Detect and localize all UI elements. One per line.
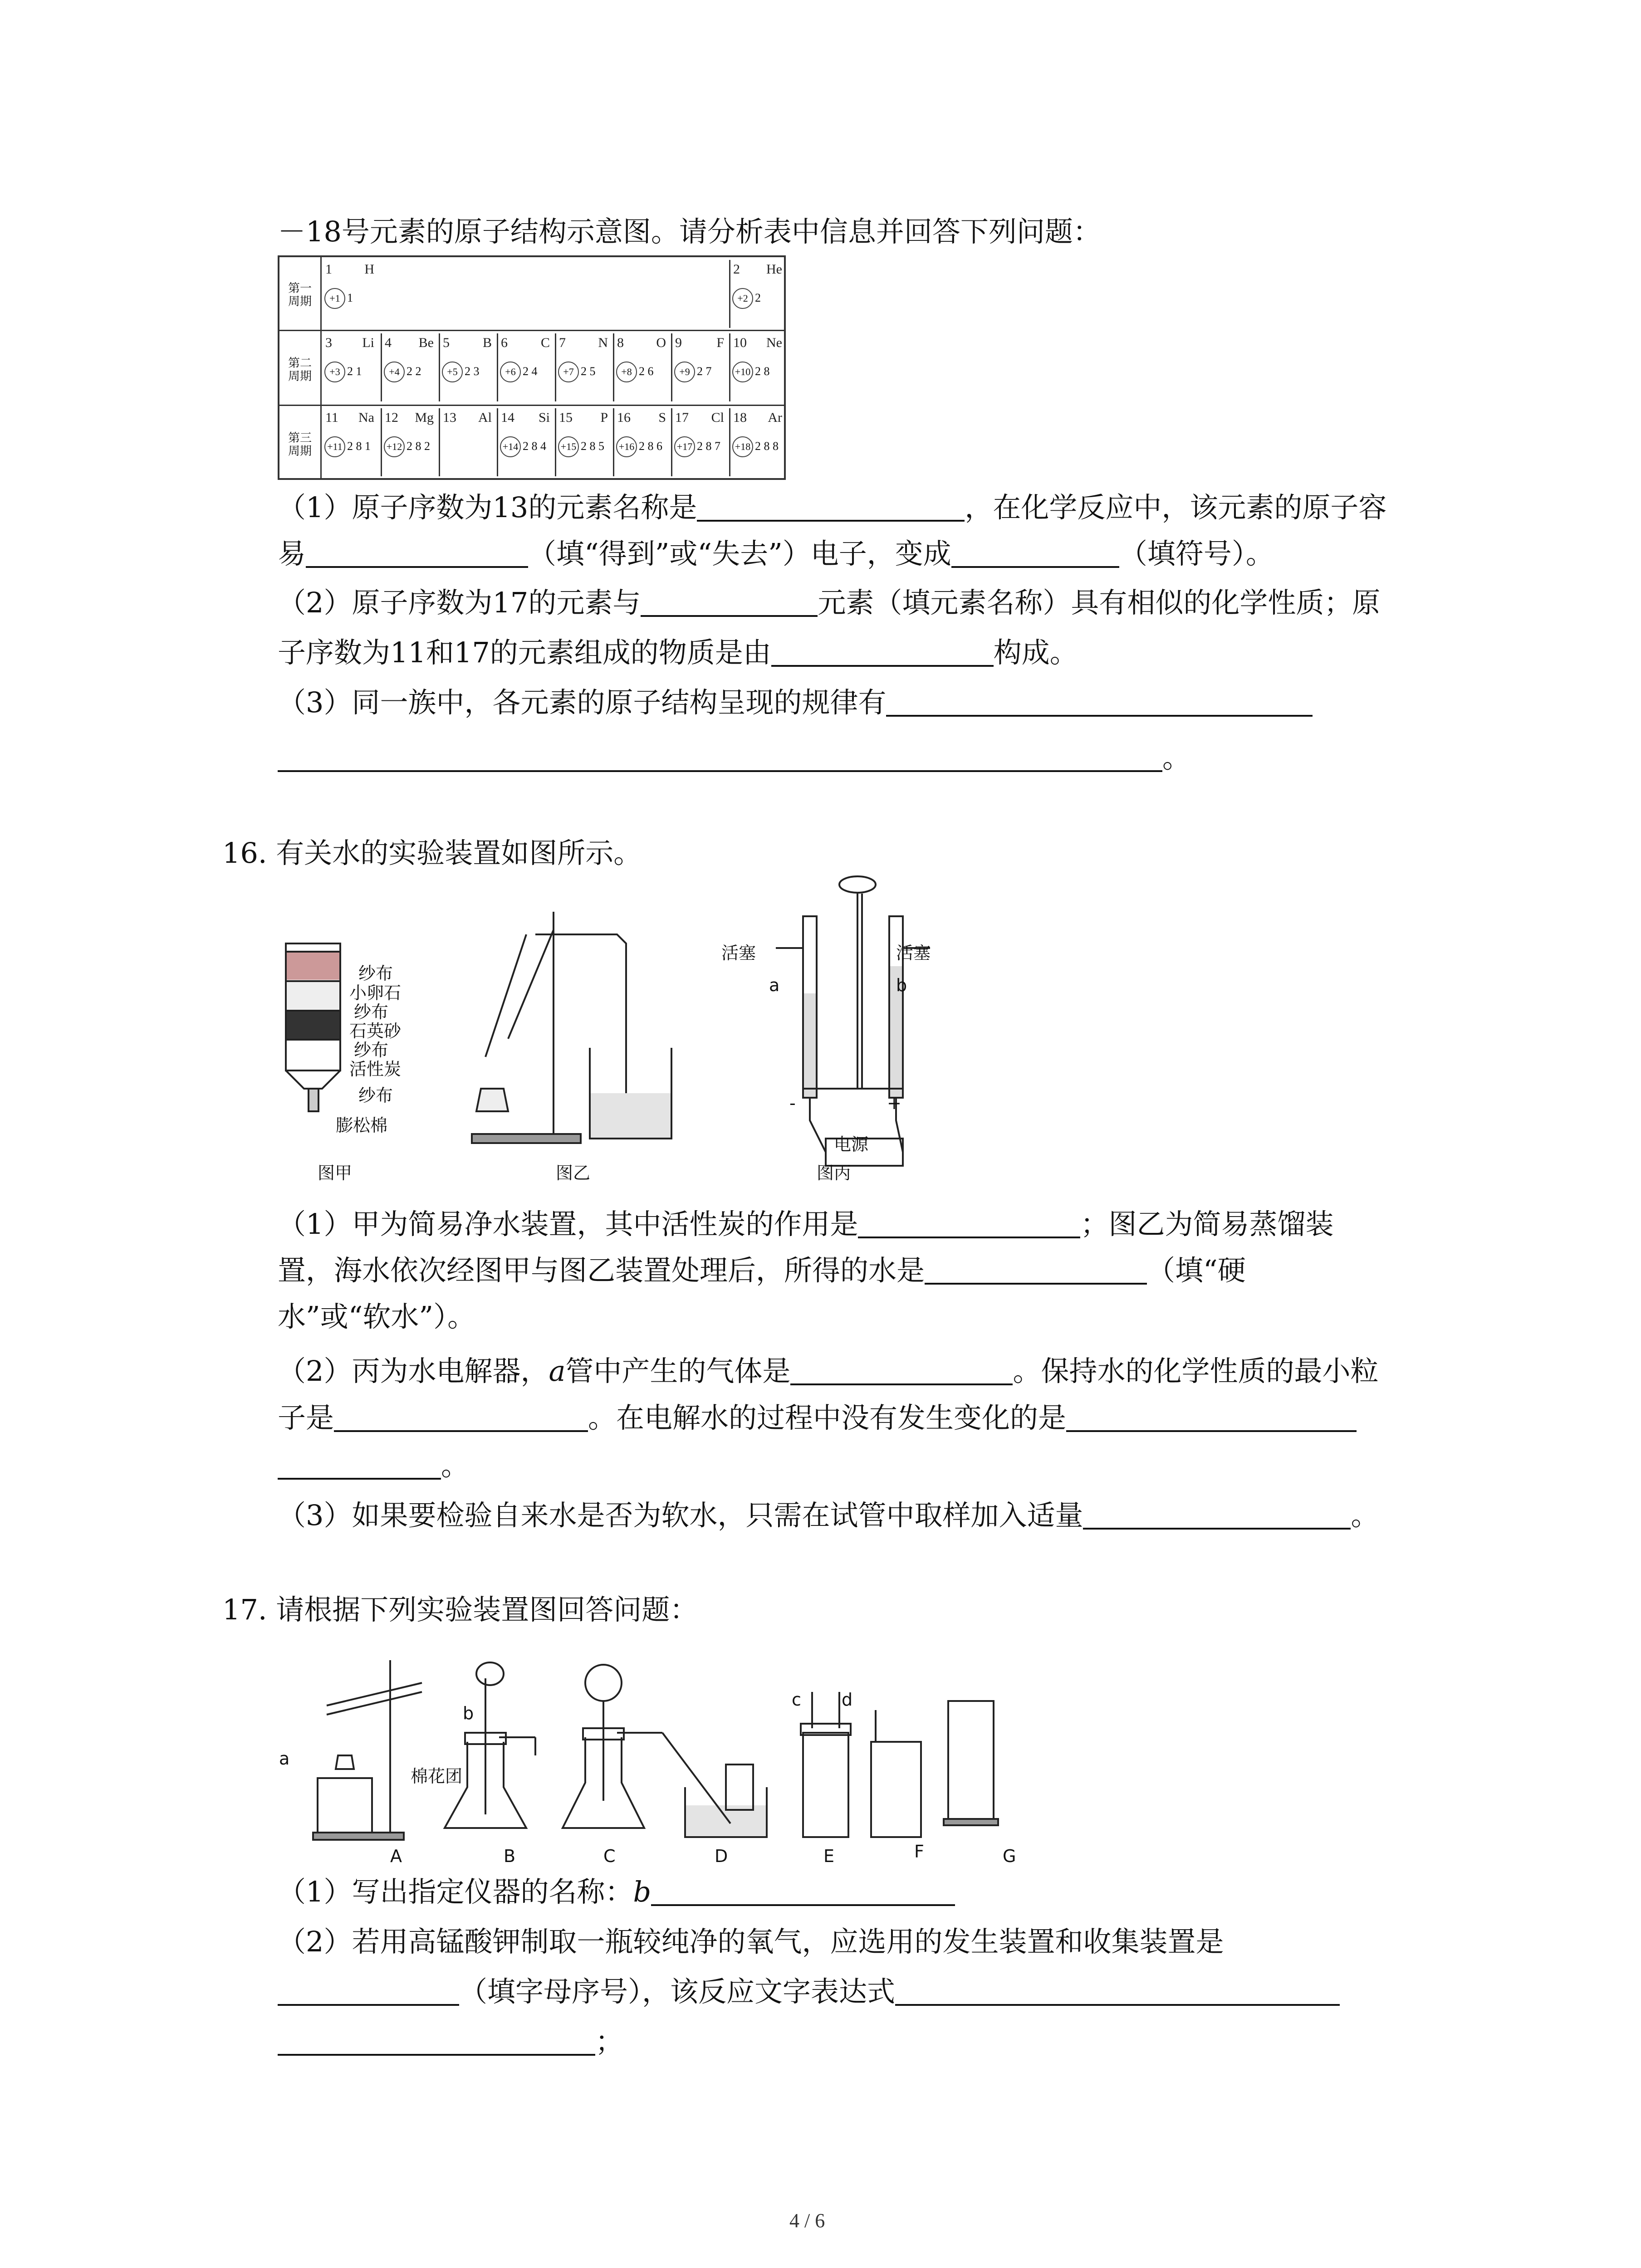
label-jia-2: 小卵石 <box>349 983 402 1003</box>
q17-label-cotton: 棉花团 <box>411 1766 463 1786</box>
period-label-3: 第三周期 <box>288 431 312 458</box>
atom-diagram: +3 2 1 <box>324 362 362 382</box>
q15-intro: －18号元素的原子结构示意图。请分析表中信息并回答下列问题： <box>278 215 1101 248</box>
q17-caption-G: G <box>1003 1846 1016 1866</box>
atom-diagram: +16 2 8 6 <box>616 436 662 457</box>
q16-blank-carbon-role[interactable] <box>858 1210 1080 1238</box>
label-jia-7: 纱布 <box>358 1085 393 1105</box>
element-cell-b: 5 B +5 2 3 <box>439 333 495 401</box>
element-cell-na: 11 Na +11 2 8 1 <box>323 408 378 476</box>
label-jia-5: 纱布 <box>354 1040 389 1060</box>
label-huosai-right: 活塞 <box>896 943 931 963</box>
atom-diagram: +14 2 8 4 <box>500 436 546 457</box>
atom-diagram: +15 2 8 5 <box>558 436 604 457</box>
label-plus: + <box>887 1093 901 1113</box>
atom-diagram: +10 2 8 <box>732 362 770 382</box>
q17-label-b: b <box>463 1703 474 1723</box>
q17-label-c: c <box>792 1690 801 1710</box>
element-cell-o: 8 O +8 2 6 <box>613 333 670 401</box>
q15-blank-rule-cont[interactable] <box>278 744 1162 772</box>
element-cell-h: 1 H +1 1 <box>323 260 378 328</box>
q17-blank-devices[interactable] <box>278 1978 459 2006</box>
caption-yi: 图乙 <box>556 1163 591 1183</box>
q15-p3-line2: 。 <box>278 744 1190 772</box>
apparatus-C <box>563 1665 662 1828</box>
q15-blank-rule[interactable] <box>886 689 1313 717</box>
atom-diagram: +7 2 5 <box>558 362 596 382</box>
q16-p3-line1: （3）如果要检验自来水是否为软水，只需在试管中取样加入适量 。 <box>278 1499 1379 1532</box>
element-cell-si: 14 Si +14 2 8 4 <box>497 408 554 476</box>
q17-p2-line1: （2）若用高锰酸钾制取一瓶较纯净的氧气，应选用的发生装置和收集装置是 <box>278 1925 1224 1958</box>
atom-diagram: +1 1 <box>324 288 353 309</box>
q16-p1-line2: 置，海水依次经图甲与图乙装置处理后，所得的水是 （填“硬 <box>278 1254 1246 1287</box>
element-cell-ar: 18 Ar +18 2 8 8 <box>729 408 786 476</box>
q16-blank-reagent[interactable] <box>1083 1501 1351 1530</box>
atom-diagram: +6 2 4 <box>500 362 538 382</box>
q16-title: 16. 有关水的实验装置如图所示。 <box>222 836 642 870</box>
q15-p2-line2: 子序数为11和17的元素组成的物质是由 构成。 <box>278 636 1078 669</box>
q17-caption-A: A <box>390 1846 402 1866</box>
apparatus-D <box>662 1733 767 1837</box>
q16-p1-line1: （1）甲为简易净水装置，其中活性炭的作用是 ；图乙为简易蒸馏装 <box>278 1207 1334 1241</box>
figure-yi <box>472 912 671 1143</box>
element-cell-p: 15 P +15 2 8 5 <box>555 408 612 476</box>
element-cell-he: 2 He +2 2 <box>729 260 786 328</box>
q16-blank-hard-soft[interactable] <box>925 1256 1147 1285</box>
q16-p2-line2: 子是 。在电解水的过程中没有发生变化的是 <box>278 1404 1357 1432</box>
q15-p2-line1: （2）原子序数为17的元素与 元素（填元素名称）具有相似的化学性质；原 <box>278 586 1381 619</box>
atom-diagram: +9 2 7 <box>674 362 712 382</box>
q17-blank-equation[interactable] <box>895 1978 1340 2006</box>
q17-p2-line3: ； <box>278 2028 623 2056</box>
q15-p3-line1: （3）同一族中，各元素的原子结构呈现的规律有 <box>278 689 1313 717</box>
q15-blank-similar-element[interactable] <box>641 589 818 617</box>
q15-blank-gain-lose[interactable] <box>306 540 528 568</box>
apparatus-E <box>801 1692 851 1837</box>
q17-caption-F: F <box>914 1842 924 1862</box>
period-label-2: 第二周期 <box>288 357 312 383</box>
q17-figure-apparatus <box>272 1651 1043 1869</box>
label-jia-6: 活性炭 <box>349 1059 402 1079</box>
q17-caption-B: B <box>504 1846 516 1866</box>
q15-blank-particle[interactable] <box>771 639 994 667</box>
q17-blank-equation-cont[interactable] <box>278 2028 595 2056</box>
q16-blank-gas-a[interactable] <box>790 1357 1013 1385</box>
figure-jia <box>286 943 340 1111</box>
atom-diagram: +2 2 <box>732 288 761 309</box>
label-jia-8: 膨松棉 <box>336 1115 388 1135</box>
q16-blank-unchanged-cont[interactable] <box>278 1452 441 1480</box>
element-cell-f: 9 F +9 2 7 <box>671 333 728 401</box>
figure-bing <box>776 876 930 1166</box>
q17-caption-E: E <box>823 1846 835 1866</box>
q15-blank-element-name[interactable] <box>697 494 965 522</box>
q17-blank-instrument-b[interactable] <box>651 1878 955 1906</box>
label-tube-a: a <box>769 975 780 995</box>
atom-diagram: +11 2 8 1 <box>324 436 371 457</box>
period-label-1: 第一周期 <box>288 282 312 308</box>
element-cell-mg: 12 Mg +12 2 8 2 <box>381 408 437 476</box>
apparatus-B <box>445 1662 535 1828</box>
element-cell-s: 16 S +16 2 8 6 <box>613 408 670 476</box>
label-tube-b: b <box>896 975 907 995</box>
caption-bing: 图丙 <box>817 1163 852 1183</box>
q17-label-d: d <box>842 1690 853 1710</box>
periodic-table <box>278 255 786 480</box>
q17-label-a: a <box>279 1749 290 1769</box>
q17-title: 17. 请根据下列实验装置图回答问题： <box>222 1593 698 1626</box>
element-cell-be: 4 Be +4 2 2 <box>381 333 437 401</box>
atom-diagram: +17 2 8 7 <box>674 436 720 457</box>
label-jia-4: 石英砂 <box>349 1021 402 1041</box>
q17-p2-line2: （填字母序号），该反应文字表达式 <box>278 1978 1340 2006</box>
q15-blank-ion-symbol[interactable] <box>951 540 1119 568</box>
atom-diagram: +12 2 8 2 <box>384 436 430 457</box>
atom-diagram: +5 2 3 <box>442 362 480 382</box>
atom-diagram: +18 2 8 8 <box>732 436 779 457</box>
q15-p1-line1: （1）原子序数为13的元素名称是 ，在化学反应中，该元素的原子容 <box>278 491 1387 524</box>
label-huosai-left: 活塞 <box>721 943 756 963</box>
element-cell-n: 7 N +7 2 5 <box>555 333 612 401</box>
element-cell-ne: 10 Ne +10 2 8 <box>729 333 786 401</box>
apparatus-A <box>313 1660 422 1840</box>
atom-diagram: +8 2 6 <box>616 362 654 382</box>
caption-jia: 图甲 <box>318 1163 353 1183</box>
q17-caption-D: D <box>715 1846 728 1866</box>
element-cell-cl: 17 Cl +17 2 8 7 <box>671 408 728 476</box>
q16-p1-line3: 水”或“软水”）。 <box>278 1300 476 1333</box>
label-jia-3: 纱布 <box>354 1002 389 1022</box>
q16-p2-line1: （2）丙为水电解器，a管中产生的气体是 。保持水的化学性质的最小粒 <box>278 1354 1379 1388</box>
element-cell-al: 13 Al <box>439 408 495 476</box>
q15-p1-line2: 易 （填“得到”或“失去”）电子，变成 （填符号）。 <box>278 537 1274 570</box>
atom-diagram: +4 2 2 <box>384 362 421 382</box>
q16-blank-unchanged[interactable] <box>1066 1404 1357 1432</box>
label-jia-1: 纱布 <box>358 963 393 983</box>
label-power: 电源 <box>834 1134 869 1154</box>
apparatus-F <box>871 1710 921 1837</box>
q16-blank-smallest-particle[interactable] <box>334 1404 588 1432</box>
page-number: 4 / 6 <box>789 2209 825 2232</box>
element-cell-c: 6 C +6 2 4 <box>497 333 554 401</box>
q16-p2-line3: 。 <box>278 1452 469 1480</box>
q17-p1-line1: （1）写出指定仪器的名称：b <box>278 1878 955 1906</box>
label-minus: - <box>789 1093 796 1113</box>
element-cell-li: 3 Li +3 2 1 <box>323 333 378 401</box>
apparatus-G <box>944 1701 998 1825</box>
q17-caption-C: C <box>603 1846 616 1866</box>
